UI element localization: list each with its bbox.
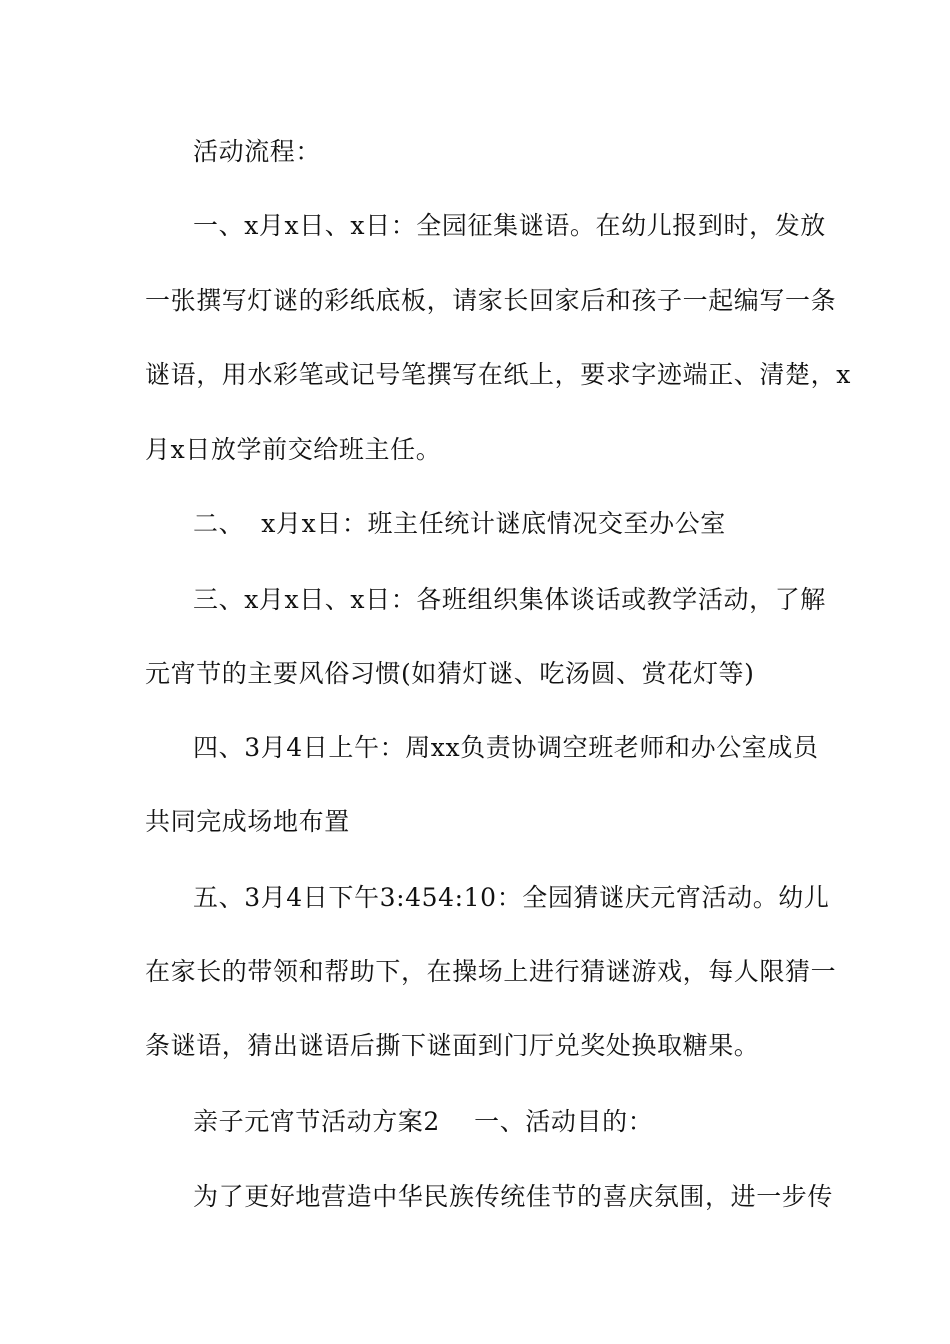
section-heading-activity-process: 活动流程： [193,137,322,166]
paragraph-line: 条谜语，猜出谜语后撕下谜面到门厅兑奖处换取糖果。 [145,1031,760,1060]
paragraph-line: 一、x月x日、x日：全园征集谜语。在幼儿报到时，发放 [193,211,826,240]
paragraph-line: 四、3月4日上午：周xx负责协调空班老师和办公室成员 [193,733,819,762]
section-heading-plan-2: 亲子元宵节活动方案2 一、活动目的： [193,1107,654,1136]
paragraph-line: 元宵节的主要风俗习惯(如猜灯谜、吃汤圆、赏花灯等) [145,659,755,688]
paragraph-line: 为了更好地营造中华民族传统佳节的喜庆氛围，进一步传 [193,1182,834,1211]
paragraph-line: 共同完成场地布置 [145,807,350,836]
paragraph-line: 在家长的带领和帮助下，在操场上进行猜谜游戏，每人限猜一 [145,957,837,986]
paragraph-line: 谜语，用水彩笔或记号笔撰写在纸上，要求字迹端正、清楚，x [145,360,851,389]
paragraph-line: 三、x月x日、x日：各班组织集体谈话或教学活动，了解 [193,585,826,614]
paragraph-line: 五、3月4日下午3:454:10：全园猜谜庆元宵活动。幼儿 [193,883,830,912]
paragraph-line: 二、 x月x日：班主任统计谜底情况交至办公室 [193,509,726,538]
paragraph-line: 一张撰写灯谜的彩纸底板，请家长回家后和孩子一起编写一条 [145,286,837,315]
paragraph-line: 月x日放学前交给班主任。 [145,435,442,464]
